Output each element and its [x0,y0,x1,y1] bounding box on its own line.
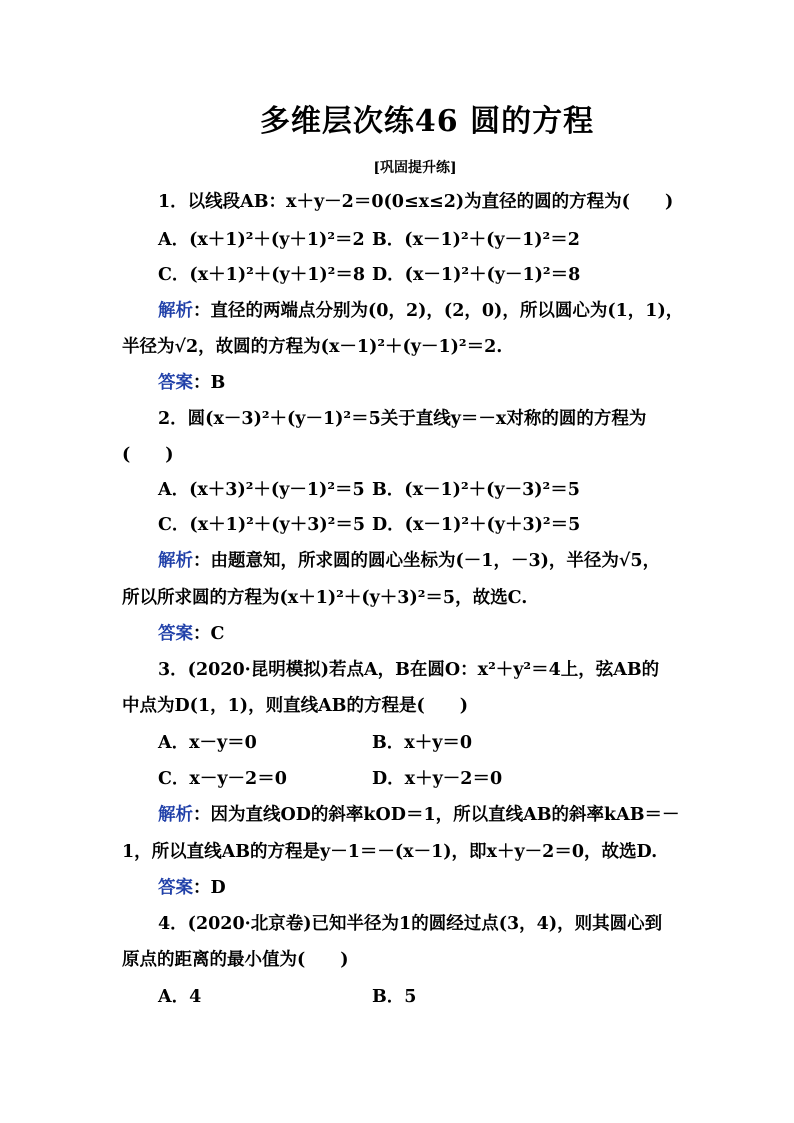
question-1-answer [158,371,718,395]
option-d: D．(x－1)²＋(y－1)²＝8 [372,265,581,285]
option-d: D．(x－1)²＋(y＋3)²＝5 [372,515,581,535]
section-heading: [巩固提升练] [373,160,457,176]
analysis-text: ：直径的两端点分别为(0，2)，(2，0)，所以圆心为(1，1)， [193,301,684,321]
analysis-label: 解析 [158,551,193,571]
option-b: B．(x－1)²＋(y－3)²＝5 [372,480,580,500]
answer-label: 答案 [158,373,193,393]
answer-value: ：D [193,878,226,898]
question-2-options-row-1 [158,478,718,502]
question-3-analysis-line-2: 1，所以直线AB的方程是y－1＝－(x－1)，即x＋y－2＝0，故选D. [122,842,658,862]
analysis-label: 解析 [158,805,193,825]
page-title: 多维层次练46 圆的方程 [259,104,595,139]
question-2-analysis-line-2: 所以所求圆的方程为(x＋1)²＋(y＋3)²＝5，故选C. [122,588,528,608]
option-a: A．(x＋1)²＋(y＋1)²＝2 [158,230,365,250]
question-3-analysis-line-1 [158,803,718,827]
question-1-analysis-line-2: 半径为√2，故圆的方程为(x－1)²＋(y－1)²＝2. [122,337,503,357]
question-2-answer [158,622,718,646]
question-3-stem-line-1: 3．(2020·昆明模拟)若点A，B在圆O：x²＋y²＝4上，弦AB的 [158,660,660,680]
answer-label: 答案 [158,878,193,898]
analysis-text: ：由题意知，所求圆的圆心坐标为(－1，－3)，半径为√5， [193,551,661,571]
option-c: C．(x＋1)²＋(y＋3)²＝5 [158,515,366,535]
question-3-stem-line-2: 中点为D(1，1)，则直线AB的方程是( ) [122,696,469,716]
question-1-options-row-1 [158,228,718,252]
option-c: C．(x＋1)²＋(y＋1)²＝8 [158,265,366,285]
question-1-options-row-2 [158,263,718,287]
question-2-analysis-line-1 [158,549,718,573]
question-3-options-row-1 [158,731,718,755]
question-4-stem-line-2: 原点的距离的最小值为( ) [122,950,349,970]
question-2-stem-line-1: 2．圆(x－3)²＋(y－1)²＝5关于直线y＝－x对称的圆的方程为 [158,409,647,429]
option-b: B．x＋y＝0 [372,733,473,753]
analysis-text: ：因为直线OD的斜率kOD＝1，所以直线AB的斜率kAB＝－ [193,805,680,825]
question-1-analysis-line-1 [158,299,718,323]
question-2-stem-line-2: ( ) [122,445,174,465]
option-d: D．x＋y－2＝0 [372,769,503,789]
question-3-options-row-2 [158,767,718,791]
option-b: B．5 [372,987,417,1007]
option-c: C．x－y－2＝0 [158,769,287,789]
option-a: A．4 [158,987,202,1007]
analysis-label: 解析 [158,301,193,321]
answer-label: 答案 [158,624,193,644]
question-3-answer [158,876,718,900]
answer-value: ：C [193,624,225,644]
option-a: A．(x＋3)²＋(y－1)²＝5 [158,480,365,500]
option-a: A．x－y＝0 [158,733,257,753]
answer-value: ：B [193,373,226,393]
option-b: B．(x－1)²＋(y－1)²＝2 [372,230,580,250]
question-1-stem: 1．以线段AB：x＋y－2＝0(0≤x≤2)为直径的圆的方程为( ) [158,192,674,212]
question-2-options-row-2 [158,513,718,537]
question-4-stem-line-1: 4．(2020·北京卷)已知半径为1的圆经过点(3，4)，则其圆心到 [158,914,663,934]
question-4-options-row-1 [158,985,718,1009]
